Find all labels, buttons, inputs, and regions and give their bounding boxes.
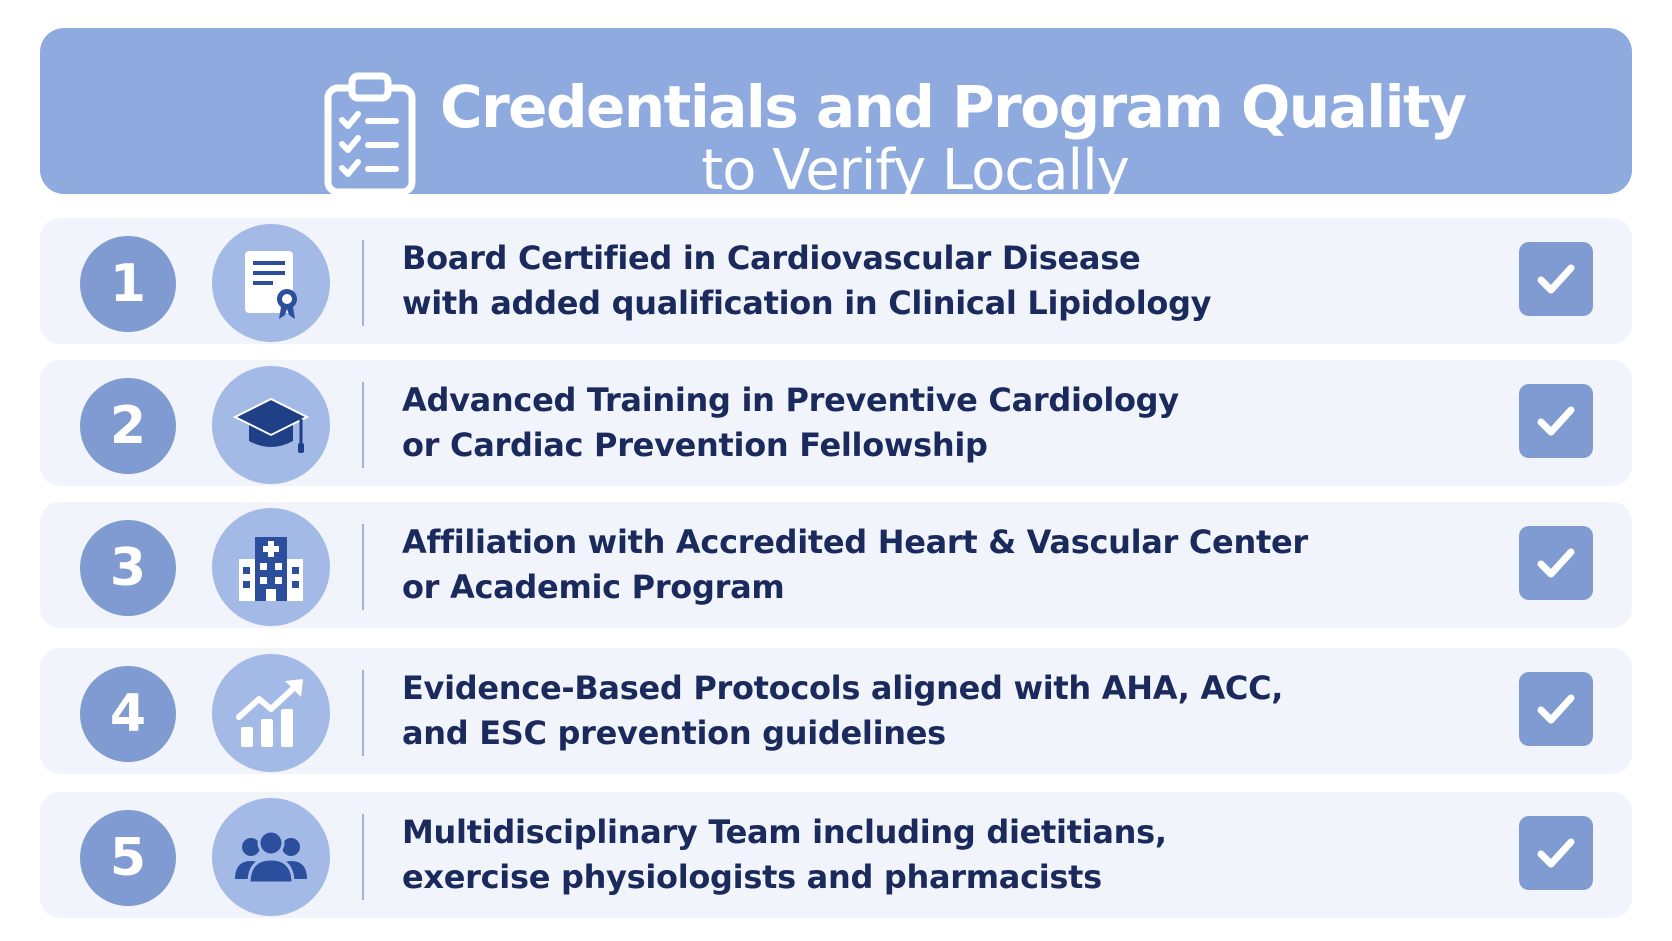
item-number-badge: 2 <box>80 378 176 474</box>
item-number-badge: 5 <box>80 810 176 906</box>
icon-circle <box>212 224 330 342</box>
icon-circle <box>212 798 330 916</box>
item-line-1: Board Certified in Cardiovascular Disease <box>402 239 1141 277</box>
header-banner <box>40 28 1632 203</box>
graduation-cap-icon <box>231 385 311 465</box>
checkbox-checked[interactable] <box>1519 384 1593 458</box>
icon-circle <box>212 366 330 484</box>
checkmark-icon <box>1531 254 1581 304</box>
item-line-1: Advanced Training in Preventive Cardiology <box>402 381 1179 419</box>
item-line-2: and ESC prevention guidelines <box>402 714 946 752</box>
credential-item-1 <box>40 218 1632 344</box>
checkbox-checked[interactable] <box>1519 526 1593 600</box>
credential-item-2 <box>40 360 1632 486</box>
item-description <box>402 236 1482 326</box>
checkbox-checked[interactable] <box>1519 672 1593 746</box>
checkmark-icon <box>1531 684 1581 734</box>
credential-item-3 <box>40 502 1632 628</box>
item-line-2: with added qualification in Clinical Lipidology <box>402 284 1212 322</box>
checkbox-checked[interactable] <box>1519 242 1593 316</box>
item-description <box>402 378 1482 468</box>
item-number-badge: 4 <box>80 666 176 762</box>
growth-chart-icon <box>231 673 311 753</box>
team-people-icon <box>231 817 311 897</box>
checkmark-icon <box>1531 538 1581 588</box>
item-line-2: or Academic Program <box>402 568 785 606</box>
checkbox-checked[interactable] <box>1519 816 1593 890</box>
credential-item-4 <box>40 648 1632 774</box>
page-title: Credentials and Program Quality <box>440 73 1466 141</box>
item-line-1: Multidisciplinary Team including dietitians, <box>402 813 1167 851</box>
checkmark-icon <box>1531 396 1581 446</box>
divider <box>362 814 364 900</box>
page-subtitle: to Verify Locally <box>701 138 1129 203</box>
checkmark-icon <box>1531 828 1581 878</box>
clipboard-checklist-icon <box>320 68 420 198</box>
item-line-1: Affiliation with Accredited Heart & Vascular Center <box>402 523 1308 561</box>
item-number-badge: 3 <box>80 520 176 616</box>
divider <box>362 670 364 756</box>
divider <box>362 240 364 326</box>
icon-circle <box>212 508 330 626</box>
hospital-building-icon <box>231 527 311 607</box>
divider <box>362 382 364 468</box>
item-description <box>402 810 1482 900</box>
credential-item-5 <box>40 792 1632 918</box>
divider <box>362 524 364 610</box>
item-description <box>402 666 1482 756</box>
icon-circle <box>212 654 330 772</box>
certificate-icon <box>231 243 311 323</box>
item-line-1: Evidence-Based Protocols aligned with AHA, ACC, <box>402 669 1284 707</box>
item-line-2: or Cardiac Prevention Fellowship <box>402 426 988 464</box>
item-line-2: exercise physiologists and pharmacists <box>402 858 1102 896</box>
item-number-badge: 1 <box>80 236 176 332</box>
item-description <box>402 520 1482 610</box>
